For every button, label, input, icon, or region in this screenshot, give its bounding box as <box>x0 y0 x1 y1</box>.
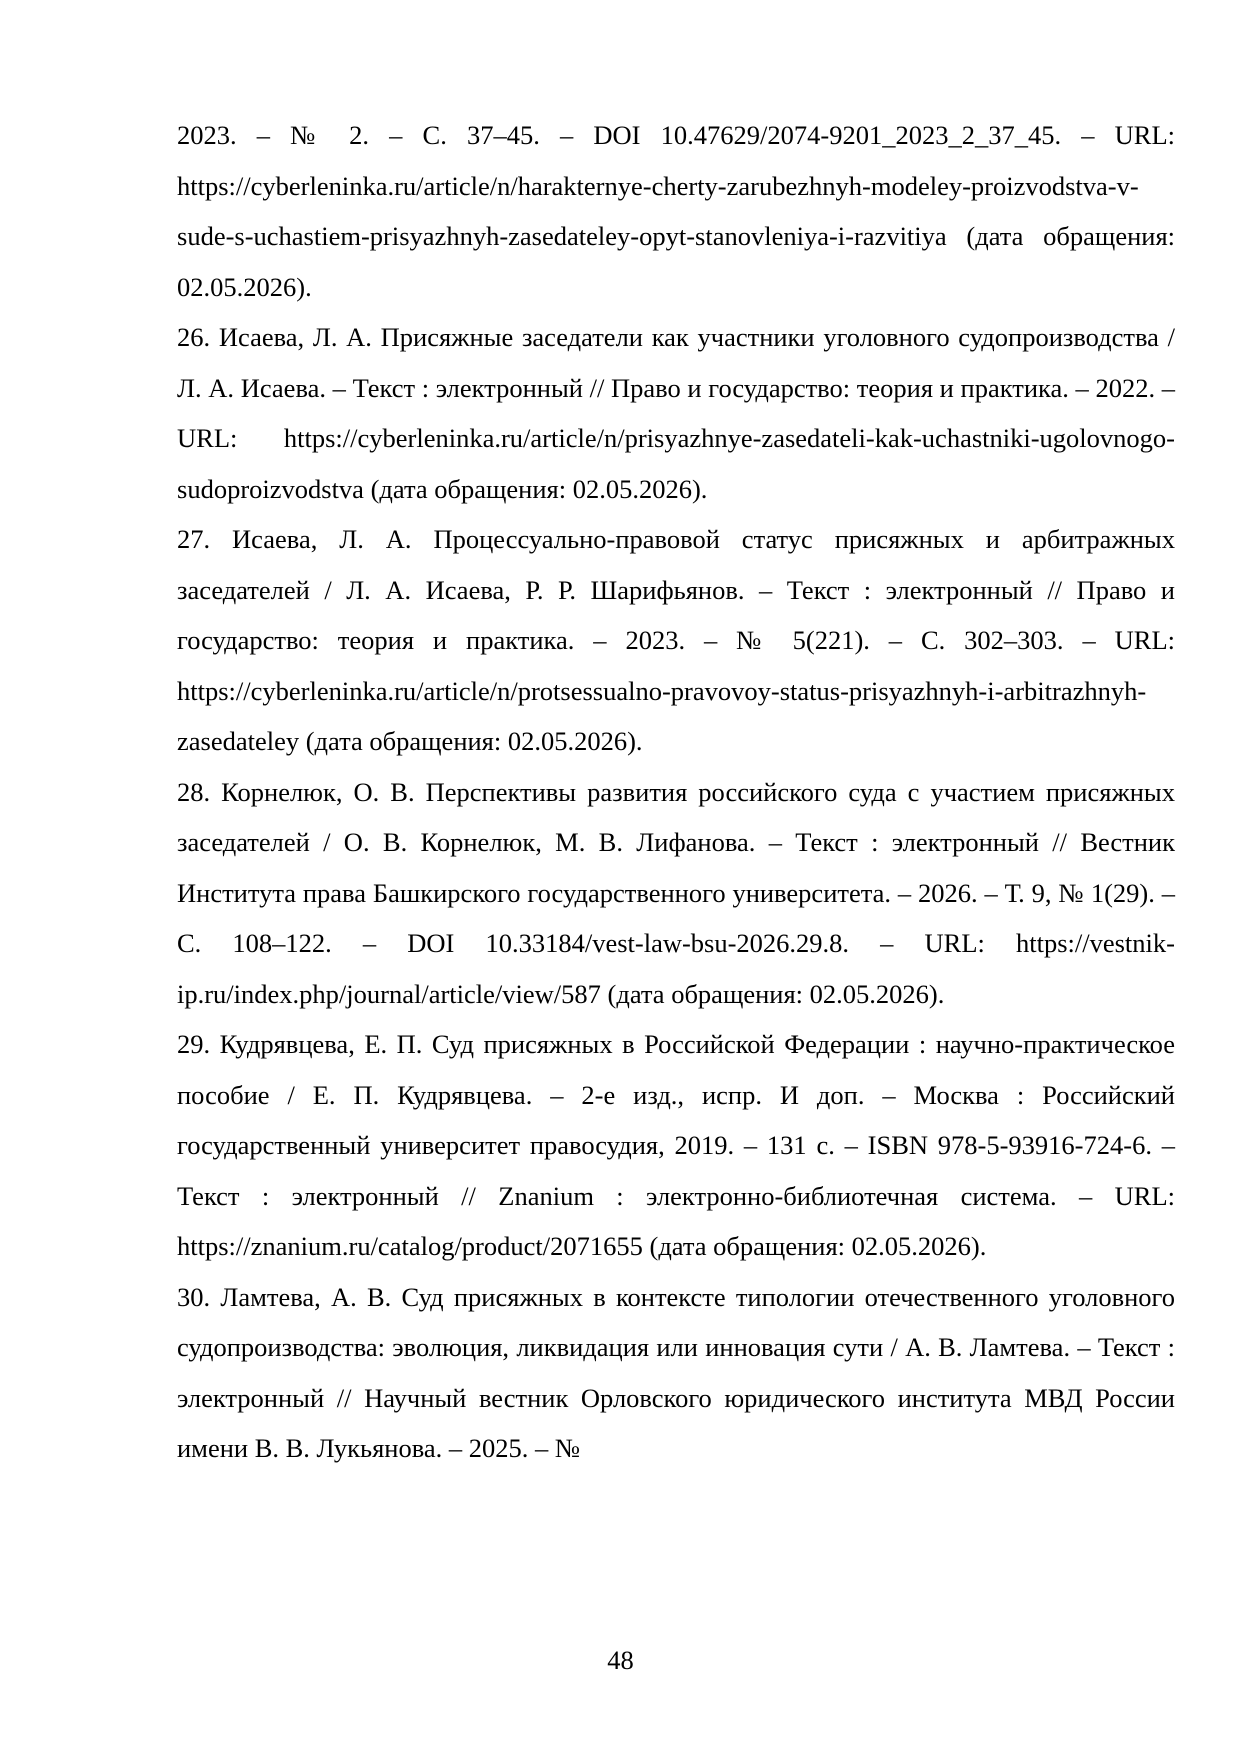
reference-entry-27: 27. Исаева, Л. А. Процессуально-правовой статус присяжных и арбитражных заседателей / Л. А. Исаева, Р. Р. Шарифьянов. – Текст : электронный // Право и государство: теория и практика. – 2023. – № 5(221). – С. 302–303. – URL: https://cyberleninka.ru/article/n/protsessualno-pravovoy-status-prisyazhnyh-i-arbitrazhnyh-zasedateley (дата обращения: 02.05.2026). <box>177 524 1175 756</box>
reference-entry-25-continued: 2023. – № 2. – С. 37–45. – DOI 10.47629/2074-9201_2023_2_37_45. – URL: https://cyberleninka.ru/article/n/harakternye-cherty-zarubezhnyh-modeley-proizvodstva-v-sude-s-uchastiem-prisyazhnyh-zasedateley-opyt-stanovleniya-i-razvitiya (дата обращения: 02.05.2026). <box>177 120 1175 302</box>
reference-entry-29: 29. Кудрявцева, Е. П. Суд присяжных в Российской Федерации : научно-практическое пособие / Е. П. Кудрявцева. – 2-е изд., испр. И доп. – Москва : Российский государственный университет правосудия, 2019. – 131 с. – ISBN 978-5-93916-724-6. – Текст : электронный // Znanium : электронно-библиотечная система. – URL: https://znanium.ru/catalog/product/2071655 (дата обращения: 02.05.2026). <box>177 1029 1175 1261</box>
page-number: 48 <box>607 1645 634 1675</box>
reference-entry-28: 28. Корнелюк, О. В. Перспективы развития российского суда с участием присяжных заседателей / О. В. Корнелюк, М. В. Лифанова. – Текст : электронный // Вестник Института права Башкирского государственного университета. – 2026. – Т. 9, № 1(29). – С. 108–122. – DOI 10.33184/vest-law-bsu-2026.29.8. – URL: https://vestnik-ip.ru/index.php/journal/article/view/587 (дата обращения: 02.05.2026). <box>177 776 1175 1009</box>
reference-entry-26: 26. Исаева, Л. А. Присяжные заседатели как участники уголовного судопроизводства / Л. А. Исаева. – Текст : электронный // Право и государство: теория и практика. – 2022. – URL: https://cyberleninka.ru/article/n/prisyazhnye-zasedateli-kak-uchastniki-ugolovnogo-sudoproizvodstva (дата обращения: 02.05.2026). <box>177 322 1175 504</box>
reference-list <box>177 110 1175 1474</box>
reference-entry-30: 30. Ламтева, А. В. Суд присяжных в контексте типологии отечественного уголовного судопроизводства: эволюция, ликвидация или инновация сути / А. В. Ламтева. – Текст : электронный // Научный вестник Орловского юридического института МВД России имени В. В. Лукьянова. – 2025. – № <box>177 1281 1175 1463</box>
